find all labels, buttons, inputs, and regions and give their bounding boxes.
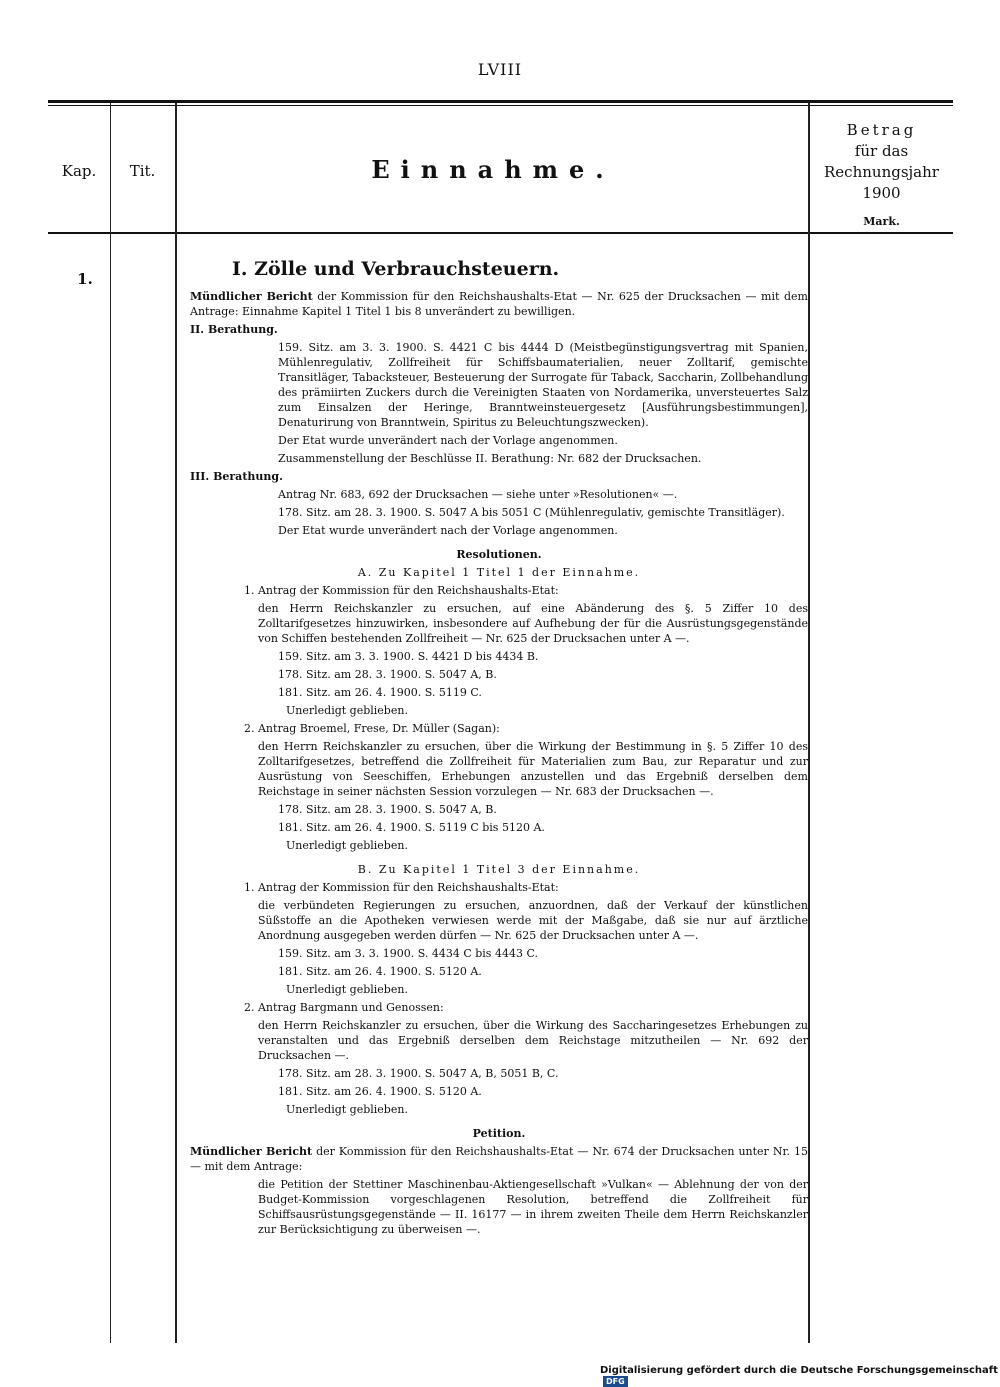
motion-heading: 1. Antrag der Kommission für den Reichshaushalts-Etat: [244,881,559,894]
kap-header: Kap. [61,162,97,180]
session-entry: 178. Sitz. am 28. 3. 1900. S. 5047 A, B. [278,668,497,681]
session-entry: 178. Sitz. am 28. 3. 1900. S. 5047 A, B. [278,803,497,816]
motion-heading: 1. Antrag der Kommission für den Reichshaushalts-Etat: [244,584,559,597]
section-title: I. Zölle und Verbrauchsteuern. [232,258,560,280]
column-divider-kap [110,103,111,1343]
unit-label: Mark. [863,215,900,228]
motion-text: den Herrn Reichskanzler zu ersuchen, über die Wirkung des Saccharingesetzes Erhebungen zu veranstalten und das Ergebniß derselben dem Reichstage mitzutheilen — Nr. 692 der Drucksachen —. [258,1019,808,1062]
motion-text: den Herrn Reichskanzler zu ersuchen, auf eine Abänderung des §. 5 Ziffer 10 des Zolltarifgesetzes hinzuwirken, insbesondere auf Aufhebung der für die Ausrüstungsgegenstände von Schiffen bestehenden Zollfreiheit — Nr. 625 der Drucksachen unter A —. [258,602,808,645]
column-divider-tit [175,103,177,1343]
session-entry: 181. Sitz. am 26. 4. 1900. S. 5119 C bis 5120 A. [278,821,545,834]
column-divider-betrag [808,103,810,1343]
report-text: der Kommission für den Reichshaushalts-Etat — Nr. 625 der Drucksachen — mit dem Antrage: Einnahme Kapitel 1 Titel 1 bis 8 unverändert zu bewilligen. [190,290,808,318]
betrag-line: Rechnungsjahr [824,163,939,181]
result-text: Der Etat wurde unverändert nach der Vorlage angenommen. [278,434,618,447]
motion-reference: Antrag Nr. 683, 692 der Drucksachen — siehe unter »Resolutionen« —. [278,488,678,501]
dfg-logo: DFG [603,1376,628,1387]
header-bottom-rule [48,232,953,234]
subsection-a-heading: A. Zu Kapitel 1 Titel 1 der Einnahme. [357,566,641,579]
motion-heading: 2. Antrag Bargmann und Genossen: [244,1001,444,1014]
resolutions-heading: Resolutionen. [456,548,542,561]
betrag-line: für das [854,142,909,160]
petition-heading: Petition. [472,1127,526,1140]
petition-report [190,1144,808,1174]
kapitel-number: 1. [77,270,93,288]
motion-result: Unerledigt geblieben. [286,1103,408,1116]
page-number: LVIII [477,60,523,79]
footer-text: Digitalisierung gefördert durch die Deutsche Forschungsgemeinschaft [600,1365,998,1376]
third-reading-heading: III. Berathung. [190,470,283,483]
session-entry: 178. Sitz. am 28. 3. 1900. S. 5047 A, B, 5051 B, C. [278,1067,559,1080]
motion-result: Unerledigt geblieben. [286,983,408,996]
digitization-footer [600,1365,1000,1387]
page-title: Einnahme. [371,155,615,184]
session-entry: 159. Sitz. am 3. 3. 1900. S. 4434 C bis 4443 C. [278,947,538,960]
summary-text: Zusammenstellung der Beschlüsse II. Berathung: Nr. 682 der Drucksachen. [278,452,702,465]
subsection-b-heading: B. Zu Kapitel 1 Titel 3 der Einnahme. [357,863,641,876]
session-entry: 181. Sitz. am 26. 4. 1900. S. 5120 A. [278,965,482,978]
betrag-line: Betrag [846,121,917,139]
motion-text: die verbündeten Regierungen zu ersuchen, anzuordnen, daß der Verkauf der künstlichen Süßstoffe an die Apotheken verwiesen werde mit der Maßgabe, daß sie nur auf ärztliche Anordnung ausgegeben werden dürfen — Nr. 625 der Drucksachen unter A —. [258,899,808,942]
report-paragraph [190,289,808,319]
betrag-line: 1900 [862,184,901,202]
main-content [190,258,809,1240]
motion-text: den Herrn Reichskanzler zu ersuchen, über die Wirkung der Bestimmung in §. 5 Ziffer 10 des Zolltarifgesetzes, betreffend die Zollfreiheit für Materialien zum Bau, zur Reparatur und zur Ausrüstung von Seeschiffen, Erhebungen anzustellen und das Ergebniß derselben dem Reichstage in seiner nächsten Session vorzulegen — Nr. 683 der Drucksachen —. [258,740,808,798]
report-label: Mündlicher Bericht [190,290,313,303]
report-label: Mündlicher Bericht [190,1145,313,1158]
betrag-header [810,120,953,204]
header-top-rule-thin [48,105,953,106]
session-entry: 159. Sitz. am 3. 3. 1900. S. 4421 D bis 4434 B. [278,650,539,663]
session-entry: 178. Sitz. am 28. 3. 1900. S. 5047 A bis 5051 C (Mühlenregulativ, gemischte Transitläger). [278,506,785,519]
session-entry: 181. Sitz. am 26. 4. 1900. S. 5119 C. [278,686,482,699]
session-entry: 159. Sitz. am 3. 3. 1900. S. 4421 C bis 4444 D (Meistbegünstigungsvertrag mit Spanien, Mühlenregulativ, Zollfreiheit für Schiffsbaumaterialien, neuer Zolltarif, gemischte Transitläger, Tabacksteuer, Besteuerung der Surrogate für Taback, Saccharin, Zollbehandlung des prämiirten Zuckers durch die Vereinigten Staaten von Nordamerika, unversteuertes Salz zum Einsalzen der Heringe, Branntweinsteuergesetz [Ausführungsbestimmungen], Denaturirung von Branntwein, Spiritus zu Beleuchtungszwecken). [278,341,808,429]
header-top-rule [48,100,953,103]
motion-result: Unerledigt geblieben. [286,704,408,717]
motion-heading: 2. Antrag Broemel, Frese, Dr. Müller (Sagan): [244,722,500,735]
session-entry: 181. Sitz. am 26. 4. 1900. S. 5120 A. [278,1085,482,1098]
motion-result: Unerledigt geblieben. [286,839,408,852]
petition-text: die Petition der Stettiner Maschinenbau-Aktiengesellschaft »Vulkan« — Ablehnung der von der Budget-Kommission vorgeschlagenen Resolution, betreffend die Zollfreiheit für Schiffsausrüstungsgegenstände — II. 16177 — in ihrem zweiten Theile dem Herrn Reichskanzler zur Berücksichtigung zu überweisen —. [258,1178,808,1236]
tit-header: Tit. [129,162,156,180]
report-text: der Kommission für den Reichshaushalts-Etat — Nr. 674 der Drucksachen unter Nr. 15 — mit dem Antrage: [190,1145,809,1173]
second-reading-heading: II. Berathung. [190,323,278,336]
result-text: Der Etat wurde unverändert nach der Vorlage angenommen. [278,524,618,537]
